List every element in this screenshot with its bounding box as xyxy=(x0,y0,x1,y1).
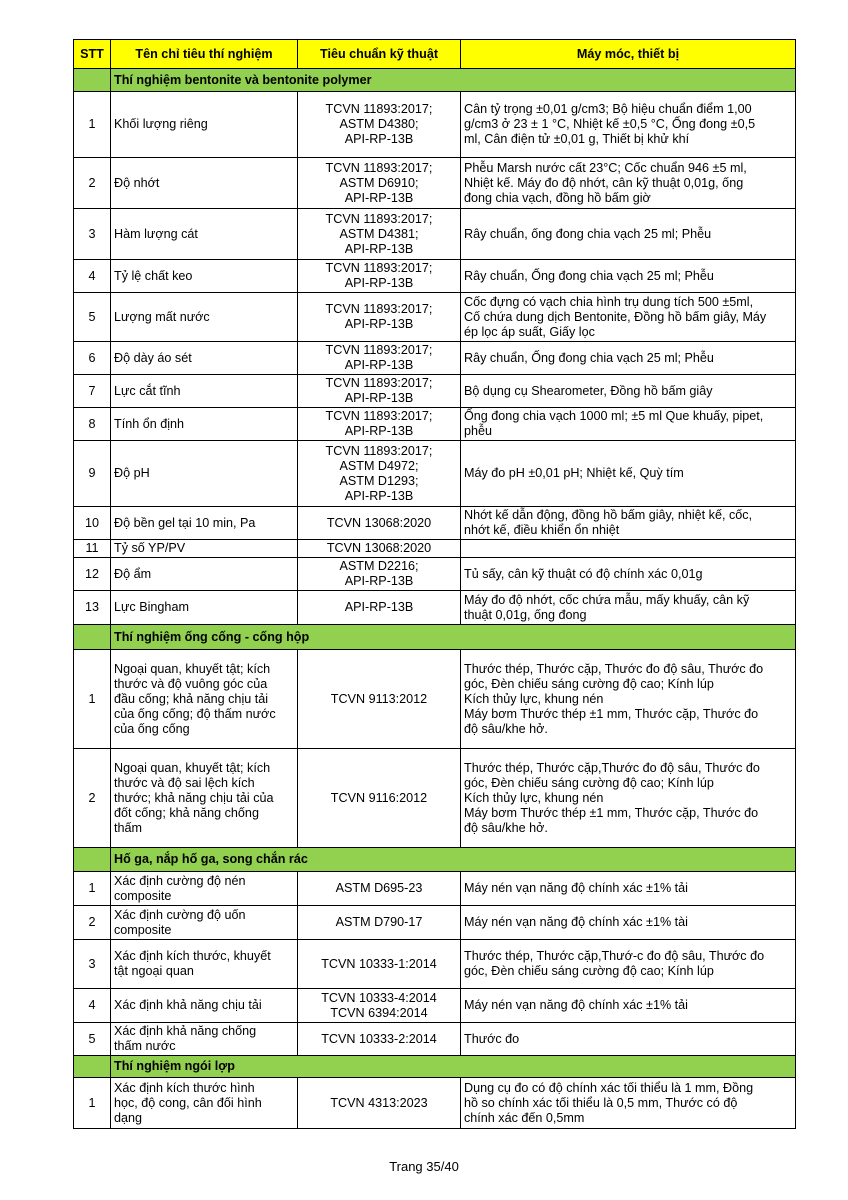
row-equipment-line: Thước thép, Thước cặp,Thướ-c đo độ sâu, Thước đo xyxy=(464,949,765,963)
row-test-name xyxy=(111,209,298,260)
row-test-name-line: Tỷ lệ chất keo xyxy=(114,268,193,283)
row-test-name-line: composite xyxy=(114,888,172,903)
row-equipment xyxy=(461,441,796,507)
row-standard xyxy=(298,92,461,158)
row-equipment-line: độ sâu/khe hở. xyxy=(464,721,548,736)
row-stt: 2 xyxy=(74,749,111,848)
header-row xyxy=(74,40,796,69)
row-equipment-line: Kích thủy lực, khung nén xyxy=(464,691,604,706)
row-test-name-line: của ống cống; độ thấm nước xyxy=(114,706,276,721)
row-stt: 2 xyxy=(74,906,111,940)
row-test-name-line: Khối lượng riêng xyxy=(114,117,208,131)
row-test-name-line: thước và độ sai lệch kích xyxy=(114,775,255,790)
row-equipment-line: Ống đong chia vạch 1000 ml; ±5 ml Que khuấy, pipet, xyxy=(464,409,764,423)
row-equipment xyxy=(461,749,796,848)
row-test-name-line: Tính ổn định xyxy=(114,416,185,431)
row-standard xyxy=(298,1078,461,1129)
row-equipment-line: nhớt kế, điều khiển ổn nhiệt xyxy=(464,523,620,537)
row-test-name-line: dạng xyxy=(114,1110,143,1125)
row-stt: 1 xyxy=(74,1078,111,1129)
row-test-name-line: Xác định khả năng chống xyxy=(114,1024,257,1038)
row-standard xyxy=(298,989,461,1023)
table-row xyxy=(74,989,796,1023)
row-test-name xyxy=(111,989,298,1023)
section-stt-cell xyxy=(74,625,111,650)
row-standard-line: ASTM D1293; xyxy=(339,473,419,488)
row-stt: 12 xyxy=(74,558,111,591)
section-title: Thí nghiệm ống cống - cống hộp xyxy=(111,625,796,650)
row-stt: 3 xyxy=(74,940,111,989)
row-equipment-line: hồ so chính xác tối thiểu là 0,5 mm, Thước có độ xyxy=(464,1095,738,1110)
row-stt: 5 xyxy=(74,293,111,342)
page-number: Trang 35/40 xyxy=(389,1159,459,1174)
row-equipment-line: Cố chứa dung dịch Bentonite, Đồng hồ bấm giây, Máy xyxy=(464,309,767,324)
section-stt-cell xyxy=(74,848,111,872)
table-row xyxy=(74,540,796,558)
row-equipment-line: Máy nén vạn năng độ chính xác ±1% tài xyxy=(464,915,688,929)
row-standard-line: ASTM D790-17 xyxy=(335,915,423,929)
row-standard-line: TCVN 11893:2017; xyxy=(325,211,433,226)
row-test-name xyxy=(111,507,298,540)
row-test-name-line: thước và độ vuông góc của xyxy=(114,676,268,691)
section-title: Thí nghiệm bentonite và bentonite polymer xyxy=(111,69,796,92)
row-test-name-line: Xác định cường độ nén xyxy=(114,873,246,888)
row-stt: 11 xyxy=(74,540,111,558)
row-test-name xyxy=(111,408,298,441)
row-equipment xyxy=(461,558,796,591)
row-equipment-line: góc, Đèn chiếu sáng cường độ cao; Kính lúp xyxy=(464,676,714,691)
table-row xyxy=(74,1078,796,1129)
row-standard xyxy=(298,441,461,507)
row-equipment-line: Rây chuẩn, Ống đong chia vạch 25 ml; Phễu xyxy=(464,268,714,283)
row-standard-line: TCVN 13068:2020 xyxy=(326,515,432,530)
row-standard-line: API-RP-13B xyxy=(344,488,414,503)
row-standard-line: API-RP-13B xyxy=(344,241,414,256)
row-equipment xyxy=(461,940,796,989)
row-test-name xyxy=(111,293,298,342)
row-standard xyxy=(298,749,461,848)
section-title: Hố ga, nắp hố ga, song chắn rác xyxy=(111,848,796,872)
row-test-name xyxy=(111,591,298,625)
table-row xyxy=(74,441,796,507)
row-test-name xyxy=(111,540,298,558)
row-standard xyxy=(298,158,461,209)
row-standard-line: TCVN 9116:2012 xyxy=(330,790,428,805)
row-test-name xyxy=(111,1023,298,1056)
row-standard-line: TCVN 9113:2012 xyxy=(330,691,428,706)
row-test-name-line: thấm nước xyxy=(114,1039,176,1053)
row-test-name-line: của ống cống xyxy=(114,721,190,736)
table-row xyxy=(74,650,796,749)
row-standard-line: TCVN 10333-2:2014 xyxy=(321,1031,437,1046)
row-standard xyxy=(298,293,461,342)
row-standard-line: API-RP-13B xyxy=(344,391,414,405)
section-row xyxy=(74,1056,796,1078)
row-standard xyxy=(298,408,461,441)
row-equipment-line: Nhiệt kế. Máy đo độ nhớt, cân kỹ thuật 0,01g, ống xyxy=(464,175,744,190)
row-equipment xyxy=(461,408,796,441)
row-stt: 4 xyxy=(74,989,111,1023)
row-test-name xyxy=(111,650,298,749)
row-equipment-line: Máy đo pH ±0,01 pH; Nhiệt kế, Quỳ tím xyxy=(464,466,684,480)
table-row xyxy=(74,260,796,293)
row-stt: 8 xyxy=(74,408,111,441)
row-equipment-line: thuật 0,01g, ống đong xyxy=(464,607,587,622)
row-standard-line: TCVN 4313:2023 xyxy=(330,1095,428,1110)
table-row xyxy=(74,375,796,408)
table-row xyxy=(74,558,796,591)
table-row xyxy=(74,92,796,158)
row-test-name xyxy=(111,940,298,989)
row-test-name-line: Hàm lượng cát xyxy=(114,226,198,241)
row-test-name-line: Ngoại quan, khuyết tật; kích xyxy=(114,661,271,676)
header-standard: Tiêu chuẩn kỹ thuật xyxy=(298,40,461,69)
row-equipment-line: Thước thép, Thước cặp,Thước đo độ sâu, Thước đo xyxy=(464,760,760,775)
row-test-name-line: Tỷ số YP/PV xyxy=(114,541,186,555)
row-standard xyxy=(298,650,461,749)
row-equipment xyxy=(461,872,796,906)
row-standard-line: TCVN 11893:2017; xyxy=(325,376,433,390)
row-standard xyxy=(298,507,461,540)
section-row xyxy=(74,69,796,92)
row-equipment-line: Máy đo độ nhớt, cốc chứa mẫu, mấy khuấy, cân kỹ xyxy=(464,592,750,607)
row-equipment xyxy=(461,989,796,1023)
row-equipment-line: Rây chuẩn, ống đong chia vạch 25 ml; Phễu xyxy=(464,226,712,241)
row-standard-line: API-RP-13B xyxy=(344,190,414,205)
row-standard xyxy=(298,906,461,940)
row-equipment xyxy=(461,375,796,408)
row-test-name-line: học, độ cong, cân đối hình xyxy=(114,1095,262,1110)
row-stt: 13 xyxy=(74,591,111,625)
row-stt: 3 xyxy=(74,209,111,260)
row-stt: 1 xyxy=(74,650,111,749)
row-equipment-line: Bộ dụng cụ Shearometer, Đồng hồ bấm giây xyxy=(464,383,713,398)
table-row xyxy=(74,940,796,989)
row-standard-line: TCVN 10333-4:2014 xyxy=(321,990,437,1005)
row-standard-line: API-RP-13B xyxy=(344,424,414,438)
row-standard-line: API-RP-13B xyxy=(344,132,414,146)
row-standard-line: TCVN 6394:2014 xyxy=(330,1005,428,1020)
row-test-name-line: Độ nhớt xyxy=(114,175,160,190)
row-standard-line: ASTM D4380; xyxy=(339,117,419,131)
section-row xyxy=(74,625,796,650)
row-stt: 6 xyxy=(74,342,111,375)
row-test-name-line: tật ngoại quan xyxy=(114,964,194,978)
row-equipment-line: góc, Đèn chiếu sáng cường độ cao; Kính lúp xyxy=(464,775,714,790)
row-standard-line: API-RP-13B xyxy=(344,317,414,331)
row-stt: 1 xyxy=(74,872,111,906)
row-test-name xyxy=(111,558,298,591)
row-test-name-line: Xác định khả năng chịu tải xyxy=(114,998,262,1012)
row-test-name xyxy=(111,375,298,408)
row-standard xyxy=(298,872,461,906)
table-row xyxy=(74,1023,796,1056)
row-standard xyxy=(298,342,461,375)
row-standard-line: ASTM D4972; xyxy=(339,458,419,473)
row-equipment-line: Cân tỷ trọng ±0,01 g/cm3; Bộ hiệu chuẩn điểm 1,00 xyxy=(464,102,752,116)
row-stt: 1 xyxy=(74,92,111,158)
table-row xyxy=(74,749,796,848)
row-equipment xyxy=(461,342,796,375)
table-row xyxy=(74,342,796,375)
row-equipment-line: đong chia vạch, đồng hồ bấm giờ xyxy=(464,190,651,205)
row-standard xyxy=(298,940,461,989)
row-equipment-line: Thước đo xyxy=(464,1031,520,1046)
row-equipment-line: Phễu Marsh nước cất 23°C; Cốc chuẩn 946 ±5 ml, xyxy=(464,160,747,175)
row-test-name xyxy=(111,441,298,507)
section-stt-cell xyxy=(74,69,111,92)
row-standard-line: ASTM D695-23 xyxy=(335,881,423,895)
row-equipment-line: Máy nén vạn năng độ chính xác ±1% tải xyxy=(464,881,688,895)
row-test-name-line: thấm xyxy=(114,820,142,835)
row-equipment-line: Dụng cụ đo có độ chính xác tối thiểu là 1 mm, Đồng xyxy=(464,1080,754,1095)
row-test-name xyxy=(111,872,298,906)
row-standard-line: TCVN 11893:2017; xyxy=(325,443,433,458)
table-body xyxy=(74,69,796,1129)
row-equipment xyxy=(461,1023,796,1056)
row-equipment-line: Cốc đựng có vạch chia hình trụ dung tích 500 ±5ml, xyxy=(464,294,754,309)
row-test-name xyxy=(111,158,298,209)
table-row xyxy=(74,591,796,625)
row-equipment-line: g/cm3 ở 23 ± 1 °C, Nhiệt kế ±0,5 °C, Ống đong ±0,5 xyxy=(464,117,756,131)
row-equipment-line: Máy nén vạn năng độ chính xác ±1% tải xyxy=(464,998,688,1012)
row-test-name xyxy=(111,342,298,375)
row-standard xyxy=(298,375,461,408)
row-test-name-line: Xác định cường độ uốn xyxy=(114,907,246,922)
table-row xyxy=(74,293,796,342)
row-test-name-line: đốt cống; khả năng chống xyxy=(114,805,259,820)
row-test-name xyxy=(111,1078,298,1129)
row-standard-line: ASTM D4381; xyxy=(339,226,419,241)
row-standard-line: API-RP-13B xyxy=(344,574,414,588)
row-equipment-line: Máy bơm Thước thép ±1 mm, Thước cặp, Thước đo xyxy=(464,805,759,820)
row-equipment xyxy=(461,1078,796,1129)
row-test-name xyxy=(111,749,298,848)
row-test-name-line: Độ bền gel tại 10 min, Pa xyxy=(114,515,256,530)
row-equipment xyxy=(461,591,796,625)
header-test-name: Tên chỉ tiêu thí nghiệm xyxy=(111,40,298,69)
table-row xyxy=(74,408,796,441)
row-standard-line: ASTM D2216; xyxy=(339,559,419,573)
row-standard-line: TCVN 10333-1:2014 xyxy=(321,956,437,971)
row-test-name-line: Độ ẩm xyxy=(114,566,152,581)
test-equipment-table xyxy=(73,39,796,1129)
row-standard-line: TCVN 11893:2017; xyxy=(325,302,433,316)
row-standard-line: TCVN 11893:2017; xyxy=(325,409,433,423)
row-test-name-line: Lượng mất nước xyxy=(114,309,210,324)
row-standard-line: TCVN 11893:2017; xyxy=(325,102,433,116)
row-equipment-line: ép lọc áp suất, Giấy lọc xyxy=(464,324,595,339)
row-equipment-line: độ sâu/khe hở. xyxy=(464,820,548,835)
header-stt: STT xyxy=(74,40,111,69)
row-equipment xyxy=(461,158,796,209)
row-test-name-line: đầu cống; khả năng chịu tải xyxy=(114,691,269,706)
table-row xyxy=(74,906,796,940)
row-equipment xyxy=(461,260,796,293)
row-equipment xyxy=(461,540,796,558)
row-test-name-line: Xác định kích thước hình xyxy=(114,1080,255,1095)
table-row xyxy=(74,158,796,209)
row-stt: 4 xyxy=(74,260,111,293)
row-stt: 10 xyxy=(74,507,111,540)
row-standard-line: API-RP-13B xyxy=(344,276,414,290)
row-test-name-line: Xác định kích thước, khuyết xyxy=(114,949,271,963)
section-stt-cell xyxy=(74,1056,111,1078)
row-equipment-line: Kích thủy lực, khung nén xyxy=(464,790,604,805)
row-stt: 7 xyxy=(74,375,111,408)
row-equipment-line: góc, Đèn chiếu sáng cường độ cao; Kính lúp xyxy=(464,964,714,978)
row-standard xyxy=(298,1023,461,1056)
row-standard-line: ASTM D6910; xyxy=(339,175,419,190)
section-row xyxy=(74,848,796,872)
row-standard-line: TCVN 13068:2020 xyxy=(326,541,432,555)
row-equipment xyxy=(461,507,796,540)
row-stt: 2 xyxy=(74,158,111,209)
row-standard-line: API-RP-13B xyxy=(344,358,414,372)
row-equipment-line: ml, Cân điện tử ±0,01 g, Thiết bị khử khí xyxy=(464,132,690,146)
row-test-name xyxy=(111,260,298,293)
table-row xyxy=(74,507,796,540)
row-equipment-line: Thước thép, Thước cặp, Thước đo độ sâu, Thước đo xyxy=(464,661,764,676)
row-equipment-line: Nhớt kế dẫn động, đồng hồ bấm giây, nhiệt kế, cốc, xyxy=(464,508,753,522)
row-equipment xyxy=(461,209,796,260)
row-equipment-line: chính xác đến 0,5mm xyxy=(464,1110,585,1125)
header-equipment: Máy móc, thiết bị xyxy=(461,40,796,69)
row-standard-line: TCVN 11893:2017; xyxy=(325,261,433,275)
row-standard xyxy=(298,558,461,591)
row-stt: 9 xyxy=(74,441,111,507)
row-test-name-line: Lực Bingham xyxy=(114,600,189,614)
table-row xyxy=(74,209,796,260)
row-standard xyxy=(298,540,461,558)
row-test-name-line: Độ dày áo sét xyxy=(114,350,192,365)
row-equipment xyxy=(461,906,796,940)
row-equipment-line: Máy bơm Thước thép ±1 mm, Thước cặp, Thước đo xyxy=(464,706,759,721)
section-title: Thí nghiệm ngói lợp xyxy=(111,1056,796,1078)
row-standard xyxy=(298,209,461,260)
row-test-name-line: Độ pH xyxy=(114,466,150,480)
row-test-name xyxy=(111,906,298,940)
table-row xyxy=(74,872,796,906)
row-test-name-line: composite xyxy=(114,922,172,937)
row-equipment xyxy=(461,293,796,342)
row-equipment xyxy=(461,650,796,749)
row-test-name xyxy=(111,92,298,158)
row-equipment-line: phễu xyxy=(464,424,493,438)
row-standard-line: TCVN 11893:2017; xyxy=(325,160,433,175)
row-standard-line: TCVN 11893:2017; xyxy=(325,343,433,357)
row-standard xyxy=(298,591,461,625)
row-equipment-line: Rây chuẩn, Ống đong chia vạch 25 ml; Phễu xyxy=(464,350,714,365)
row-standard xyxy=(298,260,461,293)
row-stt: 5 xyxy=(74,1023,111,1056)
row-test-name-line: thước; khả năng chịu tải của xyxy=(114,790,274,805)
row-equipment-line: Tủ sấy, cân kỹ thuật có độ chính xác 0,01g xyxy=(464,566,703,581)
row-standard-line: API-RP-13B xyxy=(344,600,414,614)
row-test-name-line: Ngoại quan, khuyết tật; kích xyxy=(114,760,271,775)
row-test-name-line: Lực cắt tĩnh xyxy=(114,383,181,398)
row-equipment xyxy=(461,92,796,158)
